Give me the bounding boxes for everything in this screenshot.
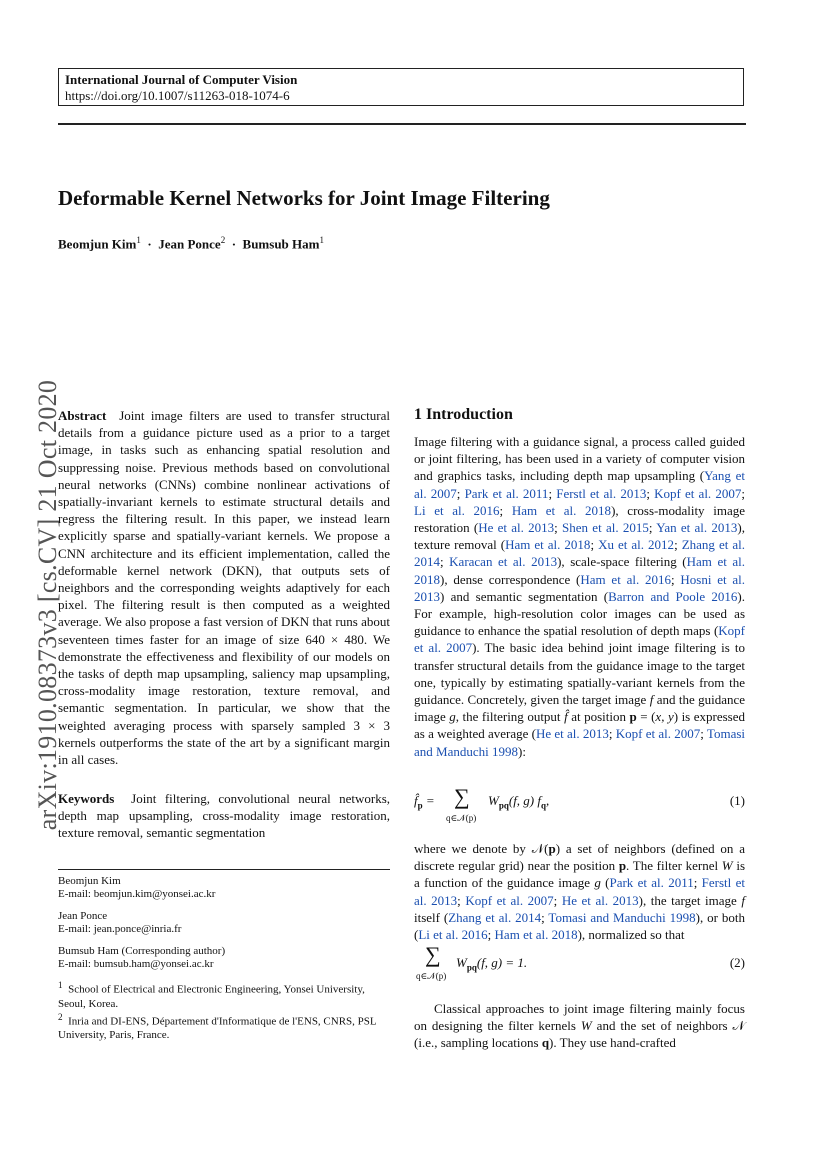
body-text: at position	[567, 709, 630, 725]
body-text: ;	[456, 485, 465, 501]
citation-link[interactable]: Tomasi and Manduchi 1998	[548, 909, 696, 925]
body-text: ;	[700, 726, 707, 742]
journal-header-box	[58, 68, 744, 106]
citation-link[interactable]: Yang et al. 2007	[414, 468, 745, 501]
citation-link[interactable]: Kopf et al. 2007	[615, 726, 701, 742]
citation-link[interactable]: Kopf et al. 2007	[414, 623, 745, 656]
body-text: ;	[693, 875, 702, 891]
citation-link[interactable]: Kopf et al. 2007	[654, 485, 742, 501]
math-symbol: f	[741, 892, 745, 908]
body-text: ;	[440, 554, 450, 570]
contact-email[interactable]: E-mail: bumsub.ham@yonsei.ac.kr	[58, 958, 214, 971]
intro-paragraph-2	[414, 840, 745, 943]
body-text: ). They use hand-crafted	[549, 1035, 676, 1051]
math-vector: p	[618, 858, 627, 874]
body-text: ), cross-modality image restoration (	[414, 502, 745, 536]
abstract-label: Abstract	[58, 408, 107, 423]
body-text: ;	[554, 520, 563, 536]
eq-rhs-sub: pq	[498, 800, 509, 811]
contact-list	[58, 875, 390, 1042]
author-list	[58, 235, 324, 252]
math-symbol: x, y	[655, 709, 674, 725]
citation-link[interactable]: Shen et al. 2015	[562, 520, 649, 536]
citation-link[interactable]: He et al. 2013	[561, 892, 639, 908]
header-rule	[58, 123, 746, 125]
body-text: ;	[499, 502, 512, 518]
body-text: ), scale-space filtering (	[557, 554, 687, 570]
keywords-label: Keywords	[58, 791, 115, 806]
eq-rhs-sub: pq	[466, 962, 477, 973]
citation-link[interactable]: Ham et al. 2018	[511, 502, 612, 518]
body-text: ;	[590, 537, 599, 553]
body-text: ), or both (	[414, 909, 745, 943]
body-text: ) is expressed as a weighted average (	[414, 709, 746, 742]
eq-lhs: f̂	[414, 793, 418, 808]
eq-tail: ,	[546, 793, 550, 808]
author-affil-mark: 1	[319, 235, 324, 245]
body-text: ;	[646, 485, 655, 501]
citation-link[interactable]: Hosni et al. 2013	[414, 571, 745, 604]
affiliation-item	[58, 979, 390, 1010]
body-text: ). The basic idea behind joint image filtering is to transfer structural details from the guidance image to the target one, typically by estimating spatially-variant kernels from the guidance. Concretely, given the target image	[414, 640, 745, 708]
contact-name: Bumsub Ham (Corresponding author)	[58, 944, 226, 957]
body-text: , the filtering output	[455, 709, 565, 725]
body-text: ;	[608, 726, 616, 742]
math-symbol: g	[594, 875, 601, 891]
affiliation-text: School of Electrical and Electronic Engineering, Yonsei University, Seoul, Korea.	[58, 984, 365, 1010]
body-text: itself (	[414, 909, 449, 925]
keywords-block	[58, 790, 390, 842]
abstract-text: Joint image filters are used to transfer structural details from a guidance picture used as a prior to a target image, in tasks such as enhancing spatial resolution and suppressing noise. Previous methods based on convolutional neural networks (CNNs) combine nonlinear activations of spatially-invariant kernels to estimate structural details and regress the filtering result. In this paper, we instead learn explicitly sparse and spatially-variant kernels. We propose a CNN architecture and its efficient implementation, called the deformable kernel network (DKN), that outputs sets of neighbors and the corresponding weights adaptively for each pixel. The filtering result is then computed as a weighted average. We also propose a fast version of DKN that runs about seventeen times faster for an image of size 640 × 480. We demonstrate the effectiveness and flexibility of our models on the tasks of depth map upsampling, saliency map upsampling, cross-modality image restoration, texture removal, and semantic segmentation. In particular, we show that the weighted averaging process with sparsely sampled 3 × 3 kernels outperforms the state of the art by a significant margin in all cases.	[58, 408, 390, 768]
citation-link[interactable]: Zhang et al. 2014	[448, 909, 542, 925]
body-text: ;	[674, 537, 682, 553]
citation-link[interactable]: Kopf et al. 2007	[465, 892, 554, 908]
author-separator: ·	[147, 236, 152, 252]
affiliation-text: Inria and DI-ENS, Département d'Informatique de l'ENS, CNRS, PSL University, Paris, France.	[58, 1015, 377, 1041]
body-text: ;	[670, 571, 681, 587]
intro-paragraph-1	[414, 433, 745, 760]
citation-link[interactable]: He et al. 2013	[536, 726, 609, 742]
citation-link[interactable]: Ham et al. 2016	[580, 571, 671, 587]
body-text: ), the target image	[638, 892, 742, 908]
body-text: ) and semantic segmentation (	[440, 588, 609, 604]
body-text: and the guidance image	[414, 692, 746, 725]
body-text: = (	[636, 709, 656, 725]
contact-email[interactable]: E-mail: jean.ponce@inria.fr	[58, 923, 182, 936]
journal-doi[interactable]: https://doi.org/10.1007/s11263-018-1074-6	[65, 88, 290, 103]
author-affil-mark: 2	[220, 235, 226, 245]
body-text: ;	[548, 485, 557, 501]
citation-link[interactable]: Karacan et al. 2013	[449, 554, 558, 570]
citation-link[interactable]: He et al. 2013	[478, 520, 555, 536]
eq-rhs: W	[488, 793, 499, 808]
affiliation-item	[58, 1011, 390, 1042]
contact-email[interactable]: E-mail: beomjun.kim@yonsei.ac.kr	[58, 888, 216, 901]
summation-symbol: ∑	[425, 942, 441, 967]
author-name: Beomjun Kim	[58, 236, 137, 252]
section-heading: 1 Introduction	[414, 406, 513, 423]
footnote-rule	[58, 869, 390, 870]
citation-link[interactable]: Ham et al. 2018	[494, 927, 578, 943]
math-symbol: f̂	[564, 709, 568, 725]
equation-1: $f̂_p$ = ∑ q∈𝒩(p) $W_{pq}(f$, g) $f_q$, (1)	[414, 784, 745, 823]
citation-link[interactable]: Ham et al. 2018	[414, 554, 745, 587]
eq-args: (f, g) f	[508, 793, 541, 808]
math-symbol: f	[649, 692, 654, 708]
eq-args: (f, g) = 1.	[476, 955, 528, 970]
contact-name: Beomjun Kim	[58, 875, 121, 887]
eq-rhs: W	[456, 955, 467, 970]
citation-link[interactable]: Tomasi and Manduchi 1998	[414, 726, 746, 759]
body-text: ;	[487, 927, 495, 943]
body-text: where we denote by 𝒩(	[414, 841, 549, 856]
citation-link[interactable]: Ham et al. 2018	[505, 537, 591, 553]
eq-args-sub: q	[541, 800, 547, 811]
equation-number: (1)	[729, 793, 745, 808]
citation-link[interactable]: Ferstl et al. 2013	[556, 485, 647, 501]
affiliation-mark: 1	[58, 980, 63, 991]
citation-link[interactable]: Li et al. 2016	[418, 927, 488, 943]
author-name: Bumsub Ham	[242, 236, 320, 252]
citation-link[interactable]: Park et al. 2011	[464, 485, 549, 501]
keywords-text: Joint filtering, convolutional neural networks, depth map upsampling, cross-modality image restoration, texture removal, semantic segmentation	[58, 791, 390, 841]
body-text: ;	[457, 892, 466, 908]
eq-lhs-sub: p	[417, 800, 423, 811]
body-text: Image filtering with a guidance signal, a process called guided or joint filtering, has been used in a variety of computer vision and graphics tasks, including depth map upsampling (	[414, 434, 745, 484]
citation-link[interactable]: Zhang et al. 2014	[414, 537, 745, 570]
math-symbol: g	[449, 709, 456, 725]
body-text: ;	[541, 909, 549, 925]
author-separator: ·	[231, 236, 237, 252]
math-symbol: W	[721, 858, 733, 874]
citation-link[interactable]: Xu et al. 2012	[598, 537, 675, 553]
body-text: ), dense correspondence (	[440, 571, 581, 587]
body-text: ). For example, high-resolution color images can be used as guidance to enhance the spatial resolution of depth maps (	[414, 588, 745, 639]
abstract-block	[58, 407, 390, 768]
citation-link[interactable]: Yan et al. 2013	[656, 520, 738, 536]
body-text: Classical approaches to joint image filtering mainly focus on designing the filter kernels	[414, 1001, 745, 1034]
body-text: ):	[517, 743, 526, 759]
body-text: (	[600, 875, 610, 891]
intro-paragraph-3	[414, 1000, 745, 1052]
body-text: ), texture removal (	[414, 520, 746, 553]
body-text: ;	[648, 520, 657, 536]
body-text: and the set of neighbors 𝒩 (i.e., sampling locations	[414, 1018, 745, 1051]
math-symbol: W	[580, 1018, 592, 1034]
citation-link[interactable]: Park et al. 2011	[609, 875, 694, 891]
body-text: . The filter kernel	[626, 858, 722, 874]
author-name: Jean Ponce	[158, 236, 221, 252]
equation-2	[414, 942, 745, 988]
paper-title: Deformable Kernel Networks for Joint Image Filtering	[58, 186, 550, 210]
math-vector: p	[548, 841, 556, 856]
journal-name: International Journal of Computer Vision	[65, 72, 298, 87]
math-vector: p	[629, 709, 637, 725]
author-affil-mark: 1	[136, 235, 141, 245]
body-text: ;	[741, 485, 745, 501]
eq-under: q∈𝒩(p)	[416, 971, 447, 981]
eq-under: q∈𝒩(p)	[446, 813, 477, 823]
equation-number: (2)	[729, 955, 745, 970]
summation-symbol: ∑	[454, 784, 470, 809]
citation-link[interactable]: Ferstl et al. 2013	[414, 875, 745, 908]
body-text: is a function of the guidance image	[414, 858, 746, 891]
citation-link[interactable]: Barron and Poole 2016	[608, 588, 738, 604]
affiliation-mark: 2	[58, 1011, 63, 1022]
body-text: ) a set of neighbors (defined on a discrete regular grid) near the position	[414, 841, 745, 874]
citation-link[interactable]: Li et al. 2016	[414, 502, 500, 518]
math-vector: q	[541, 1035, 550, 1051]
contact-name: Jean Ponce	[58, 909, 108, 922]
body-text: ;	[553, 892, 562, 908]
arxiv-stamp: arXiv:1910.08373v3 [cs.CV] 21 Oct 2020	[33, 379, 62, 831]
body-text: ), normalized so that	[577, 927, 685, 943]
